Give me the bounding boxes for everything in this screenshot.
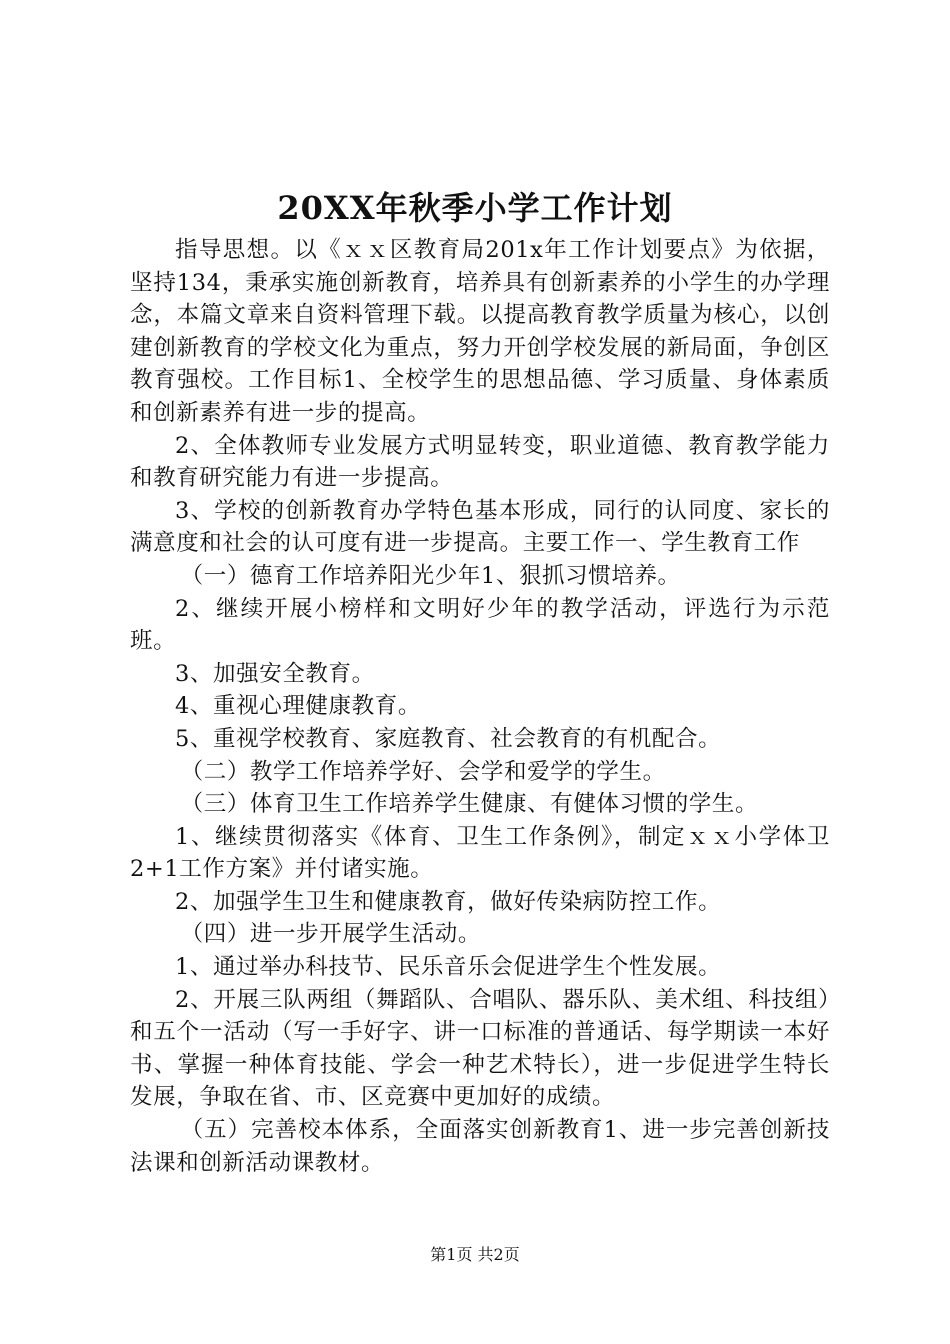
section-heading: （一）德育工作培养阳光少年1、狠抓习惯培养。	[180, 562, 681, 589]
section-heading: （二）教学工作培养学好、会学和爱学的学生。	[180, 758, 666, 785]
paragraph: 2、全体教师专业发展方式明显转变，职业道德、教育教学能力和教育研究能力有进一步提高。	[130, 432, 830, 492]
section-heading: （三）体育卫生工作培养学生健康、有健体习惯的学生。	[180, 791, 759, 818]
paragraph: 5、重视学校教育、家庭教育、社会教育的有机配合。	[175, 725, 722, 752]
paragraph-guiding-thought: 指导思想。以《ｘｘ区教育局201x年工作计划要点》为依据，坚持134，秉承实施创新教育，培养具有创新素养的小学生的办学理念，本篇文章来自资料管理下载。以提高教育教学质量为核心，以创建创新教育的学校文化为重点，努力开创学校发展的新局面，争创区教育强校。工作目标1、全校学生的思想品德、学习质量、身体素质和创新素养有进一步的提高。	[130, 237, 830, 426]
document-title: 20XX年秋季小学工作计划	[277, 189, 673, 227]
paragraph: 3、学校的创新教育办学特色基本形成，同行的认同度、家长的满意度和社会的认可度有进一步提高。主要工作一、学生教育工作	[130, 497, 830, 557]
paragraph: 3、加强安全教育。	[175, 660, 375, 687]
paragraph: 2、开展三队两组（舞蹈队、合唱队、器乐队、美术组、科技组）和五个一活动（写一手好字、讲一口标准的普通话、每学期读一本好书、掌握一种体育技能、学会一种艺术特长），进一步促进学生特长发展，争取在省、市、区竞赛中更加好的成绩。	[130, 986, 830, 1111]
paragraph: 2、加强学生卫生和健康教育，做好传染病防控工作。	[175, 888, 722, 915]
paragraph: 2、继续开展小榜样和文明好少年的教学活动，评选行为示范班。	[130, 595, 830, 655]
document-body	[130, 234, 830, 1179]
section-heading: （四）进一步开展学生活动。	[180, 921, 481, 948]
paragraph: 4、重视心理健康教育。	[175, 693, 421, 720]
paragraph: 1、继续贯彻落实《体育、卫生工作条例》，制定ｘｘ小学体卫2+1工作方案》并付诸实施。	[130, 823, 830, 883]
section-heading: （五）完善校本体系，全面落实创新教育1、进一步完善创新技法课和创新活动课教材。	[130, 1117, 830, 1176]
paragraph: 1、通过举办科技节、民乐音乐会促进学生个性发展。	[175, 954, 722, 981]
page-number: 第1页 共2页	[430, 1245, 520, 1264]
